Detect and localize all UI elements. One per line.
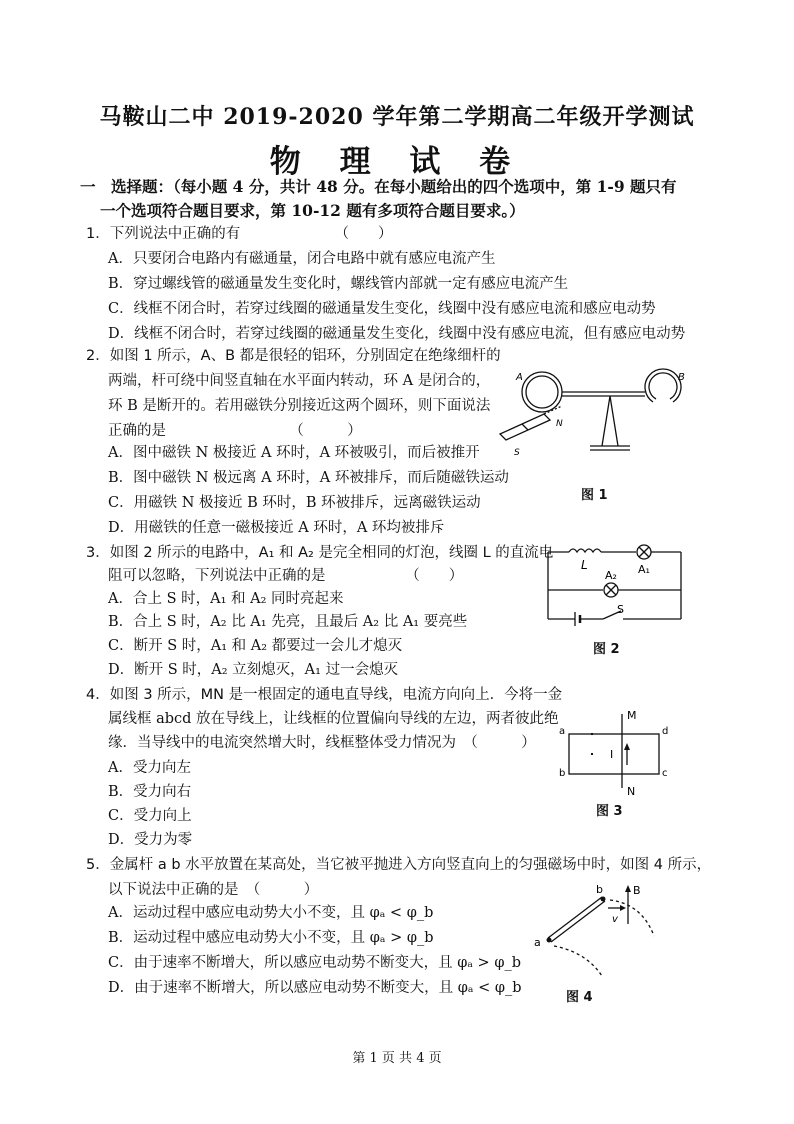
q3-option-c: C．断开 S 时，A₁ 和 A₂ 都要过一会儿才熄灭 xyxy=(108,638,403,654)
q3-option-b: B．合上 S 时，A₂ 比 A₁ 先亮，且最后 A₂ 比 A₁ 要亮些 xyxy=(108,614,468,630)
fig3-label-a: a xyxy=(559,726,566,737)
fig4-label-a: a xyxy=(534,936,541,949)
figure-2-caption: 图 2 xyxy=(593,642,620,657)
fig3-label-d: d xyxy=(662,726,669,737)
velocity-arrow-head xyxy=(620,905,626,911)
stand-left xyxy=(602,396,610,446)
q2-stem-line-2: 两端，杆可绕中间竖直轴在水平面内转动，环 A 是闭合的， xyxy=(108,373,491,389)
exam-title: 马鞍山二中 2019-2020 学年第二学期高二年级开学测试 xyxy=(99,104,695,130)
q2-stem-line-1: 2．如图 1 所示，A、B 都是很轻的铝环，分别固定在绝缘细杆的 xyxy=(86,348,501,364)
fig2-label-l: L xyxy=(581,558,588,572)
q1-option-a: A．只要闭合电路内有磁通量，闭合电路中就有感应电流产生 xyxy=(108,251,496,267)
q4-option-c: C．受力向上 xyxy=(108,808,192,824)
fig4-label-bfield: B xyxy=(633,884,641,897)
section-instructions xyxy=(80,175,720,223)
rod-ab-lower xyxy=(551,901,605,942)
q1-stem: 1．下列说法中正确的有 （ ） xyxy=(86,226,393,242)
q1-option-c: C．线框不闭合时，若穿过线圈的磁通量发生变化，线圈中没有感应电流和感应电动势 xyxy=(108,301,656,317)
q5-option-b: B．运动过程中感应电动势大小不变，且 φₐ > φ_b xyxy=(108,930,434,946)
fig2-label-s: S xyxy=(617,603,624,616)
q2-stem-line-3: 环 B 是断开的。若用磁铁分别接近这两个圆环，则下面说法 xyxy=(108,398,491,414)
ring-a-inner xyxy=(526,376,558,408)
page-footer: 第 1 页 共 4 页 xyxy=(352,1051,442,1066)
fig1-label-s: S xyxy=(514,448,520,458)
q4-option-b: B．受力向右 xyxy=(108,784,192,800)
q1-option-b: B．穿过螺线管的磁通量发生变化时，螺线管内部就一定有感应电流产生 xyxy=(108,276,569,292)
rod-ab xyxy=(548,897,602,938)
fig2-label-a2: A₂ xyxy=(605,569,617,582)
fig1-label-n: N xyxy=(556,419,563,429)
q3-option-a: A．合上 S 时，A₁ 和 A₂ 同时亮起来 xyxy=(108,591,344,607)
figure-1-caption: 图 1 xyxy=(581,488,608,503)
inductor-coil xyxy=(569,549,601,552)
q2-option-d: D．用磁铁的任意一磁极接近 A 环时，A 环均被排斥 xyxy=(108,520,445,536)
fig3-label-n: N xyxy=(627,785,636,798)
stand-right xyxy=(610,396,618,446)
figure-1-diagram xyxy=(498,362,698,462)
q5-option-c: C．由于速率不断增大，所以感应电动势不断变大，且 φₐ > φ_b xyxy=(108,955,522,971)
q2-option-c: C．用磁铁 N 极接近 B 环时，B 环被排斥，远离磁铁运动 xyxy=(108,495,481,511)
q4-option-d: D．受力为零 xyxy=(108,832,193,848)
figure-3-diagram xyxy=(555,702,675,800)
figure-2-circuit xyxy=(545,542,685,627)
q3-stem-line-2: 阻可以忽略，下列说法中正确的是 （ ） xyxy=(108,568,464,584)
fig1-label-a: A xyxy=(516,372,523,383)
current-arrow-head xyxy=(624,743,630,750)
trajectory-a xyxy=(554,946,602,976)
q5-option-d: D．由于速率不断增大，所以感应电动势不断变大，且 φₐ < φ_b xyxy=(108,980,522,996)
fig3-label-i: I xyxy=(610,748,614,761)
q2-option-a: A．图中磁铁 N 极接近 A 环时，A 环被吸引，而后被推开 xyxy=(108,445,480,461)
magnet-divider xyxy=(522,424,528,430)
exam-subject: 物 理 试 卷 xyxy=(269,144,525,180)
q4-stem-line-3: 缘．当导线中的电流突然增大时，线框整体受力情况为 （ ） xyxy=(108,735,536,751)
fig3-label-c: c xyxy=(662,768,668,779)
fig1-label-b: B xyxy=(678,372,685,383)
section-rule-line-2: 一个选项符合题目要求，第 10-12 题有多项符合题目要求。） xyxy=(100,201,525,220)
q5-option-a: A．运动过程中感应电动势大小不变，且 φₐ < φ_b xyxy=(108,905,434,921)
fig3-label-m: M xyxy=(627,709,637,722)
figure-4-caption: 图 4 xyxy=(566,990,593,1005)
q5-stem-line-2: 以下说法中正确的是 （ ） xyxy=(108,882,319,898)
field-b-arrow-head xyxy=(625,885,631,892)
figure-3-caption: 图 3 xyxy=(596,804,623,819)
ring-b-inner xyxy=(649,373,677,399)
q4-stem-line-1: 4．如图 3 所示，MN 是一根固定的通电直导线，电流方向向上．今将一金 xyxy=(86,687,563,703)
ring-b xyxy=(645,369,681,402)
q4-option-a: A．受力向左 xyxy=(108,760,191,776)
q2-option-b: B．图中磁铁 N 极远离 A 环时，A 环被排斥，而后随磁铁运动 xyxy=(108,470,509,486)
ring-a xyxy=(522,372,562,412)
q3-stem-line-1: 3．如图 2 所示的电路中，A₁ 和 A₂ 是完全相同的灯泡，线圈 L 的直流电 xyxy=(86,545,554,561)
fig4-label-v: v xyxy=(612,914,618,925)
q2-stem-line-4: 正确的是 （ ） xyxy=(108,423,362,439)
fig2-label-a1: A₁ xyxy=(638,563,650,576)
fig4-label-b: b xyxy=(596,883,603,896)
frame-abcd xyxy=(569,734,659,774)
q3-option-d: D．断开 S 时，A₂ 立刻熄灭，A₁ 过一会熄灭 xyxy=(108,662,399,678)
q4-stem-line-2: 属线框 abcd 放在导线上，让线框的位置偏向导线的左边，两者彼此绝 xyxy=(108,711,559,727)
section-rule-line-1: （每小题 4 分，共计 48 分。在每小题给出的四个选项中，第 1-9 题只有 xyxy=(173,177,677,196)
q5-stem-line-1: 5．金属杆 a b 水平放置在某高处，当它被平抛进入方向竖直向上的匀强磁场中时，如图 4 所示， xyxy=(86,857,712,873)
q1-option-d: D．线框不闭合时，若穿过线圈的磁通量发生变化，线圈中没有感应电流，但有感应电动势 xyxy=(108,326,686,342)
figure-4-diagram xyxy=(530,880,680,980)
fig3-label-b: b xyxy=(559,768,566,779)
section-heading: 一 选择题： xyxy=(80,177,174,196)
